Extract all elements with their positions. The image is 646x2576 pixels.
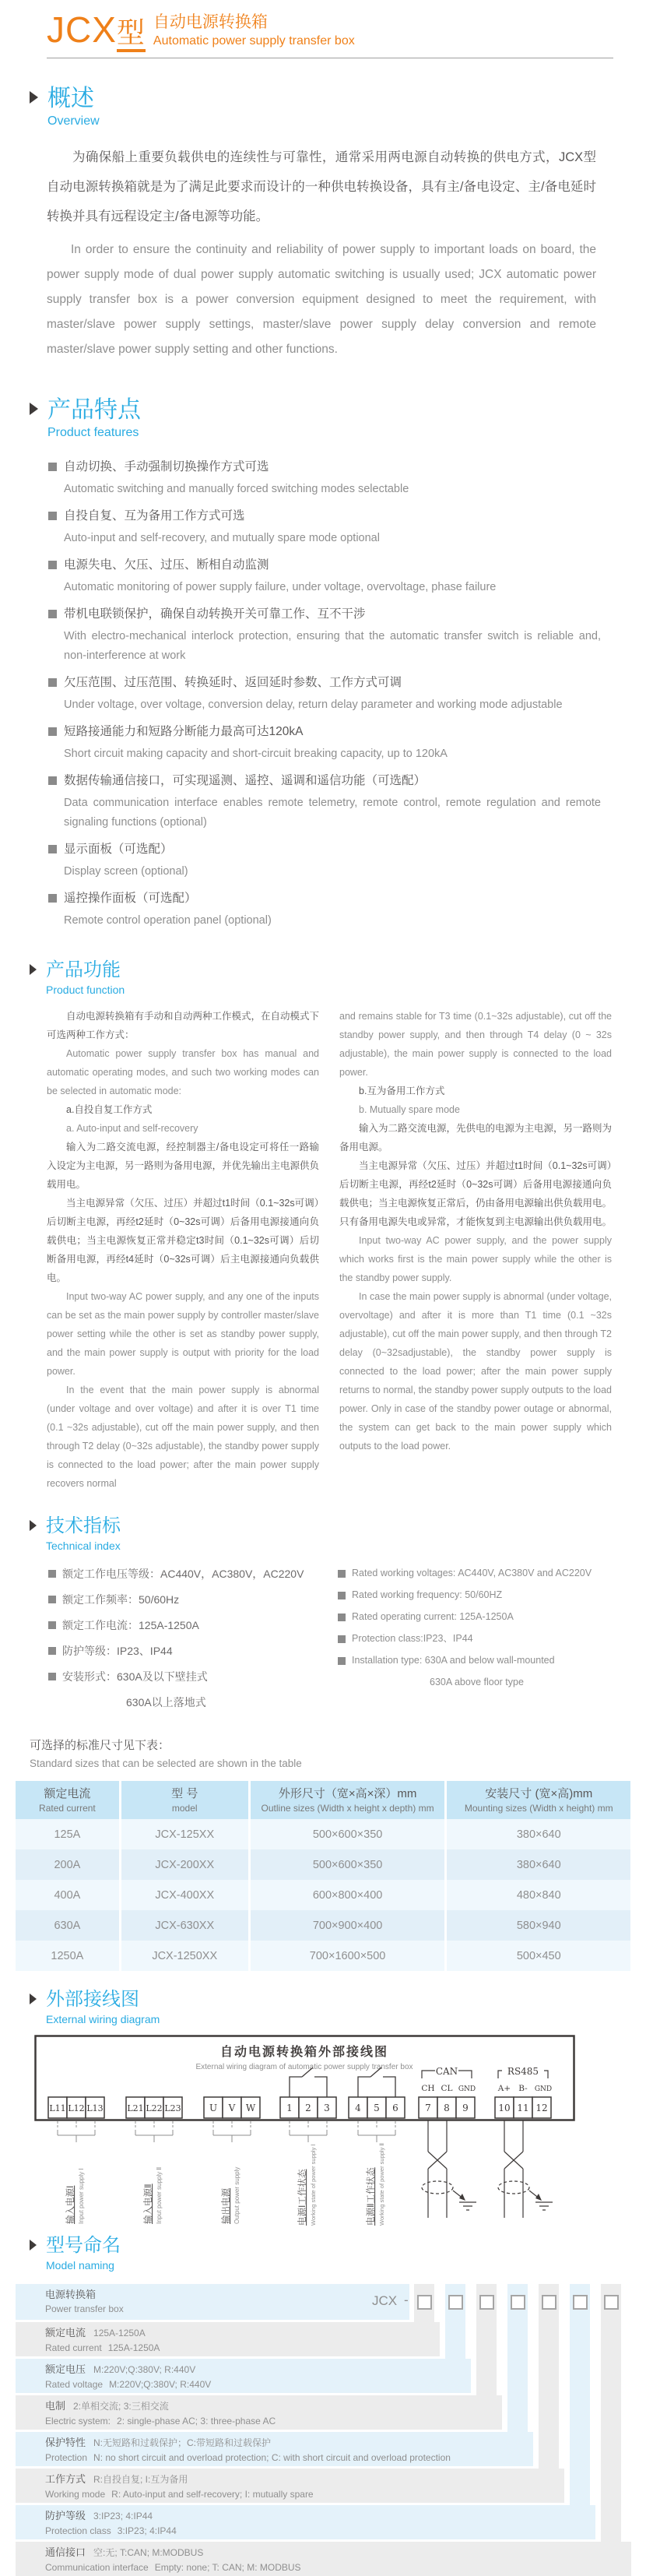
- naming-row-en-value: 3:IP23; 4:IP44: [117, 2525, 177, 2536]
- standard-sizes-table: [16, 1781, 630, 1971]
- group-label-en: Working state of power supply Ⅱ: [378, 2142, 385, 2226]
- naming-row-cn: 通信接口: [45, 2546, 86, 2558]
- table-row: [16, 1819, 630, 1849]
- naming-row-cn-value: 2:单相交流; 3:三相交流: [73, 2401, 169, 2412]
- cell-mounting-size: 380×640: [446, 1819, 630, 1849]
- group-label-cn: 输入电源Ⅰ: [66, 2185, 75, 2224]
- feature-item: [48, 722, 646, 764]
- square-bullet-icon: [48, 894, 57, 903]
- square-bullet-icon: [338, 1570, 346, 1578]
- naming-row-en: Electric system:: [45, 2416, 111, 2426]
- tech-heading-cn: 技术指标: [46, 1515, 121, 1536]
- naming-row-cn: 防护等级: [45, 2510, 86, 2521]
- col-header-cn: 型 号: [171, 1787, 198, 1800]
- square-bullet-icon: [48, 463, 57, 471]
- terminal-label: 12: [535, 2103, 548, 2113]
- function-paragraph: b. Mutually spare mode: [359, 1104, 460, 1115]
- square-bullet-icon: [48, 1621, 56, 1629]
- table-header-row: [16, 1781, 630, 1819]
- can-label: CAN: [435, 2066, 458, 2077]
- feature-en: Automatic monitoring of power supply failure, under voltage, overvoltage, phase failure: [64, 581, 497, 593]
- terminal-label: 8: [444, 2103, 450, 2113]
- feature-cn: 短路接通能力和短路分断能力最高可达120kA: [64, 725, 304, 738]
- model-naming-diagram: [16, 2284, 631, 2576]
- features-list: [48, 457, 646, 931]
- table-row: [16, 1849, 630, 1880]
- cell-mounting-size: 480×840: [446, 1880, 630, 1910]
- cell-rated-current: 400A: [16, 1880, 120, 1910]
- features-heading-en: Product features: [47, 426, 139, 439]
- naming-row-en-value: 125A-1250A: [107, 2342, 160, 2353]
- naming-row: [16, 2542, 631, 2576]
- feature-item: [48, 771, 646, 832]
- cell-mounting-size: 380×640: [446, 1849, 630, 1880]
- can-pin-label: CL: [441, 2084, 453, 2093]
- terminal-label: 1: [286, 2103, 293, 2113]
- tech-heading-en: Technical index: [46, 1540, 121, 1552]
- naming-top-strip: [16, 2284, 631, 2320]
- naming-row: [16, 2469, 564, 2503]
- arrow-icon: [459, 2194, 465, 2201]
- feature-cn: 带机电联锁保护，确保自动转换开关可靠工作、互不干涉: [64, 607, 366, 621]
- cell-rated-current: 200A: [16, 1849, 120, 1880]
- brand-model-suffix: 型: [117, 16, 146, 52]
- naming-row-en-value: 2: single-phase AC; 3: three-phase AC: [117, 2416, 276, 2426]
- function-heading-en: Product function: [46, 984, 125, 996]
- tech-columns: [48, 1566, 646, 1711]
- tech-item: 额定工作频率：50/60Hz: [62, 1593, 180, 1606]
- function-paragraph: Input two-way AC power supply, and the power supply which works first is the main power supply while the other is the standby power supply.: [339, 1235, 612, 1283]
- feature-en: Under voltage, over voltage, conversion delay, return delay parameter and working mode adjustable: [64, 699, 563, 711]
- feature-en: Data communication interface enables remote telemetry, remote control, remote regulation and remote signaling functions (optional): [64, 797, 601, 829]
- cell-outline-size: 700×900×400: [249, 1910, 446, 1941]
- terminal-label: L11: [49, 2103, 66, 2113]
- function-paragraph: In the event that the main power supply is abnormal (under voltage and over voltage) and after it is over T1 time (0.1 ~32s adjustable), cut off the main power supply, and then through T2 delay (0~32s adjustable), the standby power supply is connected to the load power; after the main power supply recovers normal: [47, 1385, 319, 1489]
- product-title-cn: 自动电源转换箱: [153, 13, 268, 31]
- rs485-label: RS485: [507, 2066, 539, 2077]
- table-row: [16, 1880, 630, 1910]
- feature-cn: 自投自复、互为备用工作方式可选: [64, 509, 245, 523]
- terminal-label: 9: [462, 2103, 469, 2113]
- naming-row-cn-value: 空:无; T:CAN; M:MODBUS: [93, 2547, 204, 2558]
- product-title-en: Automatic power supply transfer box: [153, 34, 355, 48]
- tech-item-extra: 630A above floor type: [430, 1677, 524, 1687]
- section-arrow-icon: [30, 2240, 37, 2250]
- terminal-label: V: [228, 2103, 236, 2113]
- group-label-cn: 输出电源: [222, 2188, 231, 2224]
- function-paragraph: and remains stable for T3 time (0.1~32s adjustable), cut off the standby power supply, and then through T4 delay (0 ~ 32s adjustable), the main power supply is connected to the load power.: [339, 1011, 612, 1078]
- brand-model: [47, 9, 146, 53]
- naming-row-cn-value: M:220V;Q:380V; R:440V: [93, 2364, 196, 2375]
- terminal-strip: [48, 2097, 551, 2118]
- cell-rated-current: 1250A: [16, 1941, 120, 1971]
- feature-cn: 显示面板（可选配）: [64, 843, 173, 856]
- cell-model: JCX-125XX: [120, 1819, 249, 1849]
- naming-row-en: Power transfer box: [45, 2303, 124, 2314]
- model-code-box: [542, 2295, 556, 2310]
- naming-heading-en: Model naming: [46, 2259, 114, 2272]
- group-label-cn: 输入电源Ⅱ: [144, 2184, 153, 2224]
- model-code-box: [479, 2295, 494, 2310]
- col-header-cn: 外形尺寸（宽×高×深）mm: [278, 1787, 417, 1800]
- feature-cn: 数据传输通信接口，可实现遥测、遥控、遥调和遥信功能（可选配）: [64, 774, 427, 787]
- feature-en: Display screen (optional): [64, 865, 188, 878]
- terminal-label: 3: [324, 2103, 330, 2113]
- cell-mounting-size: 580×940: [446, 1910, 630, 1941]
- naming-row: [16, 2359, 471, 2393]
- naming-row-cn-value: R:自投自复; I:互为备用: [93, 2474, 188, 2485]
- terminal-label: L13: [86, 2103, 104, 2113]
- group-label-cn: 电源Ⅱ工作状态: [367, 2167, 376, 2226]
- rs485-pin-label: A+: [497, 2084, 511, 2093]
- section-arrow-icon: [30, 91, 38, 104]
- tech-left-column: [48, 1566, 338, 1711]
- feature-item: [48, 457, 646, 499]
- square-bullet-icon: [48, 1570, 56, 1578]
- naming-row-en-value: Empty: none; T: CAN; M: MODBUS: [154, 2562, 301, 2573]
- naming-row: [16, 2395, 502, 2430]
- feature-en: Remote control operation panel (optional): [64, 914, 272, 927]
- group-label-en: Output power supply: [233, 2166, 240, 2224]
- naming-heading: [30, 2234, 646, 2273]
- model-dash: -: [404, 2293, 409, 2307]
- section-arrow-icon: [30, 964, 37, 975]
- function-paragraph: Automatic power supply transfer box has manual and automatic operating modes, and such two working modes can be selected in automatic mode:: [47, 1048, 319, 1096]
- overview-heading-cn: 概述: [47, 86, 94, 111]
- terminal-label: 6: [392, 2103, 398, 2113]
- wiring-title-cn: 自动电源转换箱外部接线图: [219, 2044, 389, 2059]
- function-paragraph: Input two-way AC power supply, and any one of the inputs can be set as the main power supply by controller master/slave power setting while the other is set as standby power supply, and the main power supply is output with priority for the load power.: [47, 1291, 319, 1377]
- features-heading-cn: 产品特点: [47, 397, 141, 423]
- square-bullet-icon: [338, 1657, 346, 1665]
- function-paragraph: 输入为二路交流电源，先供电的电源为主电源，另一路则为备用电源。: [339, 1123, 613, 1153]
- square-bullet-icon: [338, 1635, 346, 1643]
- model-code-box: [573, 2295, 588, 2310]
- terminal-label: 7: [425, 2103, 431, 2113]
- feature-en: Short circuit making capacity and short-circuit breaking capacity, up to 120kA: [64, 748, 448, 760]
- col-header-en: model: [171, 1803, 198, 1814]
- function-paragraph: 输入为二路交流电源，经控制器主/备电设定可将任一路输入设定为主电源，另一路则为备用电源，并优先输出主电源供负载用电。: [47, 1142, 320, 1190]
- table-note-en: Standard sizes that can be selected are shown in the table: [30, 1758, 302, 1769]
- naming-column-stripe: [570, 2284, 590, 2539]
- feature-item: [48, 555, 646, 597]
- cell-model: JCX-1250XX: [120, 1941, 249, 1971]
- function-paragraph: b.互为备用工作方式: [359, 1086, 445, 1096]
- naming-row-en: Protection class: [45, 2525, 111, 2536]
- naming-row: [16, 2322, 440, 2356]
- function-paragraph: 当主电源异常（欠压、过压）并超过t1时间（0.1~32s可调）后切断主电源，再经t2延时（0~32s可调）后备用电源接通向负载供电；当主电源恢复正常并稳定t3时间（0.1~32s可调）后切断备用电源，再经t4延时（0~32s可调）后主电源接通向负载供电。: [47, 1198, 319, 1283]
- tech-right-column: [338, 1566, 618, 1711]
- cell-model: JCX-200XX: [120, 1849, 249, 1880]
- naming-row-cn: 额定电压: [45, 2363, 86, 2375]
- feature-en: Automatic switching and manually forced switching modes selectable: [64, 483, 409, 495]
- terminal-label: L23: [164, 2103, 181, 2113]
- tech-item: Protection class:IP23、IP44: [352, 1633, 473, 1644]
- model-code-box: [511, 2295, 525, 2310]
- overview-paragraph-en: In order to ensure the continuity and reliability of power supply to important loads on board, the power supply mode of dual power supply automatic switching is usually used; JCX automatic power supply transfer box is a power conversion equipment designed to meet the requirement, with master/slave power supply settings, master/slave power supply delay conversion and remote master/slave power supply setting and other functions.: [47, 243, 596, 356]
- naming-row-en: Working mode: [45, 2489, 106, 2500]
- brand-titles: [153, 9, 355, 50]
- table-note-cn: 可选择的标准尺寸见下表：: [30, 1739, 170, 1752]
- feature-en: With electro-mechanical interlock protection, ensuring that the automatic transfer switch is reliable and, non-interference at work: [64, 630, 601, 662]
- naming-row-cn: 额定电流: [45, 2327, 86, 2338]
- table-row: [16, 1941, 630, 1971]
- rs485-pin-label: B-: [518, 2084, 528, 2093]
- naming-row-en: Communication interface: [45, 2562, 149, 2573]
- naming-column-stripe: [601, 2284, 621, 2576]
- group-label-en: Input power supply Ⅱ: [156, 2166, 163, 2224]
- feature-en: Auto-input and self-recovery, and mutually spare mode optional: [64, 532, 380, 544]
- naming-row-en: Protection: [45, 2452, 88, 2463]
- square-bullet-icon: [338, 1592, 346, 1599]
- feature-item: [48, 889, 646, 931]
- function-columns: [47, 1007, 646, 1493]
- function-heading: [30, 959, 646, 998]
- wiring-title-en: External wiring diagram of automatic power supply transfer box: [195, 2063, 413, 2071]
- wiring-heading-cn: 外部接线图: [46, 1989, 139, 2010]
- cell-outline-size: 600×800×400: [249, 1880, 446, 1910]
- square-bullet-icon: [48, 610, 57, 618]
- feature-item: [48, 604, 646, 666]
- tech-item: Rated working frequency: 50/60HZ: [352, 1589, 503, 1600]
- feature-cn: 自动切换、手动强制切换操作方式可选: [64, 460, 269, 473]
- tech-item: Rated operating current: 125A-1250A: [352, 1611, 514, 1622]
- wiring-heading: [30, 1988, 646, 2027]
- function-heading-cn: 产品功能: [46, 959, 121, 980]
- page-header: [47, 0, 613, 58]
- brand-model-code: JCX: [47, 9, 117, 50]
- overview-heading-en: Overview: [47, 114, 100, 128]
- cell-model: JCX-630XX: [120, 1910, 249, 1941]
- square-bullet-icon: [48, 678, 57, 687]
- section-arrow-icon: [30, 1520, 37, 1531]
- rs485-pin-label: GND: [534, 2085, 553, 2093]
- feature-item: [48, 839, 646, 882]
- naming-row-en-value: N: no short circuit and overload protection; C: with short circuit and overload protection: [93, 2452, 451, 2463]
- function-paragraph: In case the main power supply is abnormal (under voltage, overvoltage) and after it is more than T1 time (0.1 ~32s adjustable), cut off the main power supply, and then through T2 delay (0~32sadjustable), the standby power supply is connected to the load power; after the main power supply returns to normal, the standby power supply outputs to the load power. Only in case of the standby power outage or abnormal, the system can get back to the main power supply which outputs to the load power.: [339, 1291, 612, 1452]
- group-label-en: Working state of power supply Ⅰ: [310, 2144, 317, 2226]
- square-bullet-icon: [48, 727, 57, 736]
- tech-item: Installation type: 630A and below wall-mounted: [352, 1655, 555, 1666]
- function-paragraph: a.自投自复工作方式: [66, 1104, 153, 1115]
- cell-rated-current: 125A: [16, 1819, 120, 1849]
- feature-item: [48, 673, 646, 715]
- cell-outline-size: 500×600×350: [249, 1819, 446, 1849]
- group-label-en: Input power supply Ⅰ: [78, 2168, 85, 2224]
- function-paragraph: 当主电源异常（欠压、过压）并超过t1时间（0.1~32s可调）后切断主电源，再经t2延时（0~32s可调）后备用电源接通向负载供电；当主电源恢复正常后，仍由备用电源输出供负载用电。只有备用电源失电或异常，才能恢复到主电源输出供负载用电。: [339, 1160, 613, 1227]
- function-paragraph: 自动电源转换箱有手动和自动两种工作模式，在自动模式下可选两种工作方式：: [47, 1011, 320, 1040]
- square-bullet-icon: [48, 561, 57, 569]
- naming-row-cn: 电源转换箱: [45, 2289, 97, 2300]
- tech-item: 安装形式：630A及以下壁挂式: [62, 1670, 208, 1683]
- col-header-en: Rated current: [39, 1803, 96, 1814]
- naming-row-en: Rated current: [45, 2342, 102, 2353]
- naming-row: [16, 2432, 533, 2466]
- terminal-label: 10: [498, 2103, 511, 2113]
- function-left-column: [47, 1007, 319, 1493]
- section-arrow-icon: [30, 403, 38, 415]
- cell-model: JCX-400XX: [120, 1880, 249, 1910]
- tech-item: 防护等级：IP23、IP44: [62, 1645, 173, 1657]
- cell-outline-size: 700×1600×500: [249, 1941, 446, 1971]
- naming-row: [16, 2505, 595, 2539]
- model-prefix: JCX: [372, 2293, 398, 2308]
- tech-heading: [30, 1515, 646, 1554]
- terminal-label: 4: [355, 2103, 361, 2113]
- square-bullet-icon: [338, 1614, 346, 1621]
- square-bullet-icon: [48, 1673, 56, 1680]
- terminal-label: U: [209, 2103, 218, 2113]
- square-bullet-icon: [48, 1647, 56, 1655]
- group-label-cn: 电源Ⅰ工作状态: [298, 2169, 307, 2226]
- tech-item-extra: 630A以上落地式: [126, 1696, 206, 1709]
- terminal-label: 11: [517, 2103, 529, 2113]
- arrow-icon: [535, 2194, 542, 2201]
- col-header-cn: 安装尺寸 (宽×高)mm: [485, 1787, 593, 1800]
- square-bullet-icon: [48, 776, 57, 785]
- model-code-box: [448, 2295, 463, 2310]
- tech-item: Rated working voltages: AC440V, AC380V and AC220V: [352, 1568, 592, 1578]
- overview-paragraph-cn: 为确保船上重要负载供电的连续性与可靠性，通常采用两电源自动转换的供电方式，JCX型自动电源转换箱就是为了满足此要求而设计的一种供电转换设备，具有主/备电设定、主/备电延时转换并具有远程设定主/备电源等功能。: [47, 150, 596, 223]
- features-heading: [30, 396, 646, 442]
- cell-outline-size: 500×600×350: [249, 1849, 446, 1880]
- naming-row-en-value: M:220V;Q:380V; R:440V: [109, 2379, 212, 2390]
- col-header-en: Outline sizes (Width x height x depth) mm: [261, 1803, 434, 1814]
- feature-cn: 电源失电、欠压、过压、断相自动监测: [64, 558, 269, 572]
- naming-row-cn-value: 3:IP23; 4:IP44: [93, 2511, 153, 2521]
- overview-heading: [30, 85, 646, 130]
- square-bullet-icon: [48, 512, 57, 520]
- feature-item: [48, 506, 646, 548]
- tech-item: 额定工作电压等级：AC440V，AC380V，AC220V: [62, 1568, 304, 1580]
- cell-rated-current: 630A: [16, 1910, 120, 1941]
- feature-cn: 遥控操作面板（可选配）: [64, 892, 197, 905]
- terminal-label: W: [245, 2103, 256, 2113]
- naming-row-cn: 工作方式: [45, 2473, 86, 2485]
- terminal-label: L21: [127, 2103, 144, 2113]
- twisted-pair-rs485: [498, 2120, 553, 2218]
- terminal-label: 5: [374, 2103, 380, 2113]
- terminal-label: L12: [68, 2103, 85, 2113]
- section-arrow-icon: [30, 1994, 37, 2004]
- naming-heading-cn: 型号命名: [46, 2235, 121, 2256]
- col-header-cn: 额定电流: [44, 1787, 91, 1800]
- terminal-label: 2: [305, 2103, 311, 2113]
- function-paragraph: a. Auto-input and self-recovery: [66, 1123, 198, 1134]
- naming-row-cn: 电制: [45, 2400, 66, 2412]
- model-code-box: [417, 2295, 432, 2310]
- model-code-box: [604, 2295, 619, 2310]
- can-pin-label: GND: [458, 2085, 476, 2093]
- wiring-heading-en: External wiring diagram: [46, 2013, 160, 2025]
- naming-row-cn-value: N:无短路和过载保护；C:带短路和过载保护: [93, 2437, 272, 2448]
- naming-row-en: Rated voltage: [45, 2379, 104, 2390]
- cell-mounting-size: 500×450: [446, 1941, 630, 1971]
- wiring-diagram: [34, 2035, 575, 2229]
- can-pin-label: CH: [421, 2084, 435, 2093]
- naming-row-en-value: R: Auto-input and self-recovery; I: mutually spare: [111, 2489, 314, 2500]
- terminal-label: L22: [146, 2103, 163, 2113]
- square-bullet-icon: [48, 1596, 56, 1603]
- square-bullet-icon: [48, 845, 57, 853]
- twisted-pair-can: [422, 2120, 476, 2218]
- table-row: [16, 1910, 630, 1941]
- tech-item: 额定工作电流：125A-1250A: [62, 1619, 199, 1631]
- feature-cn: 欠压范围、过压范围、转换延时、返回延时参数、工作方式可调: [64, 676, 402, 689]
- col-header-en: Mounting sizes (Width x height) mm: [464, 1803, 613, 1814]
- relay-contact-icon: [290, 2067, 395, 2097]
- function-right-column: [339, 1007, 612, 1493]
- naming-row-cn-value: 125A-1250A: [93, 2328, 146, 2338]
- group-bracket: [58, 2121, 395, 2142]
- naming-row-cn: 保护特性: [45, 2437, 86, 2448]
